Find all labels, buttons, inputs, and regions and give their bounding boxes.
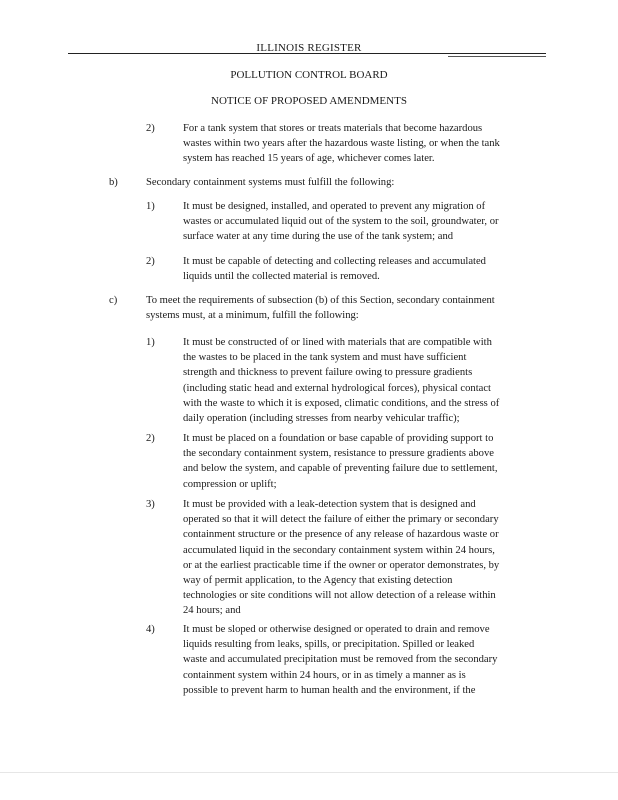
item-text — [183, 497, 499, 619]
text-line: possible to prevent harm to human health and the environment, if the — [183, 684, 476, 696]
text-line: system has reached 15 years of age, whichever comes later. — [183, 153, 435, 165]
item-text — [183, 121, 500, 167]
item-label: 4) — [146, 624, 155, 635]
text-line: It must be placed on a foundation or base capable of providing support to — [183, 433, 494, 444]
text-line: compression or uplift; — [183, 478, 277, 490]
item-label: 3) — [146, 499, 155, 510]
item-text — [183, 254, 486, 284]
text-line: accumulated liquid in the secondary containment system within 24 hours, — [183, 544, 495, 556]
text-line: strength and thickness to prevent failure owing to pressure gradients — [183, 367, 473, 379]
text-line: operated so that it will detect the failure of either the primary or secondary — [183, 514, 499, 526]
text-line: the secondary containment system, resistance to pressure gradients above — [183, 448, 494, 460]
item-label: 2) — [146, 123, 155, 134]
text-line: To meet the requirements of subsection (b) of this Section, secondary containment — [146, 295, 495, 306]
item-text — [183, 622, 497, 698]
item-label: b) — [109, 177, 118, 188]
item-label: 2) — [146, 433, 155, 444]
text-line: way of permit application, to the Agency that existing detection — [183, 575, 453, 587]
item-text — [183, 431, 497, 492]
register-title: ILLINOIS REGISTER — [256, 42, 362, 54]
text-line: systems must, at a minimum, fulfill the following: — [146, 310, 359, 322]
text-line: waste and accumulated precipitation must be removed from the secondary — [183, 654, 498, 666]
text-line: wastes or accumulated liquid out of the system to the soil, groundwater, or — [183, 216, 499, 228]
text-line: It must be sloped or otherwise designed or operated to drain and remove — [183, 624, 490, 635]
text-line: liquids until the collected material is removed. — [183, 271, 380, 283]
text-line: the wastes to be placed in the tank system and must have sufficient — [183, 352, 467, 364]
item-label: 2) — [146, 256, 155, 267]
text-line: wastes within two years after the hazardous waste listing, or when the tank — [183, 138, 500, 150]
item-text — [183, 199, 499, 245]
text-line: liquids resulting from leaks, spills, or precipitation. Spilled or leaked — [183, 639, 475, 651]
item-text — [146, 175, 394, 190]
text-line: It must be provided with a leak-detection system that is designed and — [183, 499, 476, 510]
header-rule-tail — [448, 56, 546, 57]
text-line: with the waste to which it is exposed, climatic conditions, and the stress of — [183, 397, 500, 409]
text-line: Secondary containment systems must fulfill the following: — [146, 177, 395, 188]
text-line: It must be capable of detecting and collecting releases and accumulated — [183, 256, 486, 267]
text-line: containment system within 24 hours, or in as timely a manner as is — [183, 669, 466, 681]
item-label: 1) — [146, 337, 155, 348]
text-line: It must be constructed of or lined with materials that are compatible with — [183, 337, 492, 348]
text-line: or at the earliest practicable time if the owner or operator demonstrates, by — [183, 559, 500, 571]
text-line: containment structure or the presence of any release of hazardous waste or — [183, 529, 499, 541]
text-line: For a tank system that stores or treats materials that become hazardous — [183, 123, 483, 134]
footer-rule — [0, 772, 618, 773]
board-title: POLLUTION CONTROL BOARD — [230, 69, 388, 81]
notice-title: NOTICE OF PROPOSED AMENDMENTS — [211, 95, 407, 107]
text-line: (including static head and external hydrological forces), physical contact — [183, 382, 491, 394]
item-text — [183, 335, 499, 426]
item-label: c) — [109, 295, 118, 306]
text-line: and below the system, and capable of preventing failure due to settlement, — [183, 463, 498, 475]
item-label: 1) — [146, 201, 155, 212]
text-line: daily operation (including stresses from nearby vehicular traffic); — [183, 413, 460, 425]
text-line: surface water at any time during the use of the tank system; and — [183, 231, 454, 243]
text-line: It must be designed, installed, and operated to prevent any migration of — [183, 201, 486, 212]
text-line: 24 hours; and — [183, 605, 241, 617]
item-text — [146, 293, 495, 323]
text-line: technologies or site conditions will not allow detection of a release within — [183, 590, 496, 602]
